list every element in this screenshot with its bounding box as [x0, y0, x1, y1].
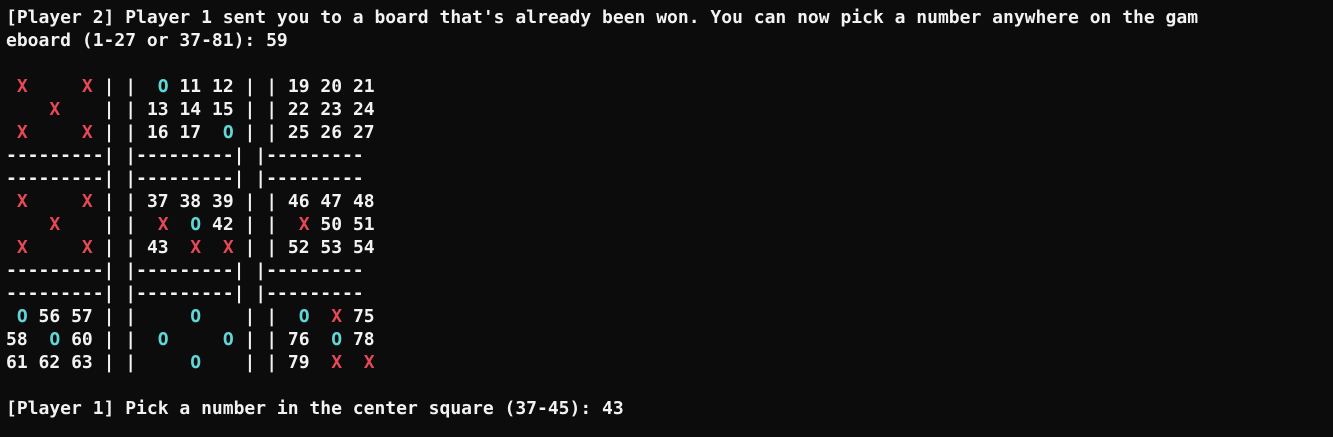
- board-cell: O: [179, 352, 202, 373]
- board-cell: [71, 99, 93, 120]
- board-cell: 27: [352, 122, 375, 143]
- board-cell: X: [38, 99, 61, 120]
- board-cell: [212, 306, 234, 327]
- board-cell: X: [6, 191, 28, 212]
- board-row: X | | X O 42 | | X 50 51: [6, 213, 1333, 236]
- board-row: X X | | 37 38 39 | | 46 47 48: [6, 191, 375, 212]
- game-board: [6, 75, 1333, 374]
- board-cell: 39: [212, 191, 234, 212]
- board-cell: X: [6, 122, 28, 143]
- board-cell: 14: [179, 99, 202, 120]
- board-cell: 60: [71, 329, 93, 350]
- board-cell: 62: [38, 352, 61, 373]
- board-cell: [39, 122, 61, 143]
- board-cell: X: [320, 352, 343, 373]
- board-cell: 19: [287, 76, 310, 97]
- board-cell: X: [71, 191, 93, 212]
- board-cell: O: [146, 76, 169, 97]
- board-cell: X: [6, 237, 28, 258]
- board-cell: 52: [287, 237, 310, 258]
- board-cell: 42: [212, 214, 234, 235]
- board-separator: ---------| |---------| |---------: [6, 145, 364, 166]
- board-cell: X: [146, 214, 169, 235]
- board-cell: 26: [320, 122, 343, 143]
- board-cell: [179, 329, 201, 350]
- board-cell: 24: [352, 99, 375, 120]
- board-cell: O: [179, 214, 202, 235]
- board-cell: 12: [212, 76, 234, 97]
- prompt-line: [Player 1] Pick a number in the center square (37-45): 43: [6, 398, 624, 419]
- board-cell: 46: [287, 191, 310, 212]
- board-cell: 17: [179, 122, 202, 143]
- board-cell: 23: [320, 99, 343, 120]
- board-cell: 25: [287, 122, 310, 143]
- board-cell: 11: [179, 76, 202, 97]
- blank-line: [6, 374, 1333, 397]
- board-cell: 15: [212, 99, 234, 120]
- board-cell: O: [179, 306, 202, 327]
- board-cell: O: [320, 329, 343, 350]
- board-separator: ---------| |---------| |---------: [6, 168, 364, 189]
- board-cell: [212, 352, 234, 373]
- board-cell: O: [38, 329, 61, 350]
- board-cell: 54: [352, 237, 375, 258]
- board-cell: 43: [146, 237, 169, 258]
- board-cell: [6, 214, 28, 235]
- board-cell: 20: [320, 76, 343, 97]
- board-cell: 13: [146, 99, 169, 120]
- board-cell: 53: [320, 237, 343, 258]
- board-cell: O: [212, 329, 234, 350]
- board-cell: X: [352, 352, 375, 373]
- board-cell: 75: [352, 306, 375, 327]
- board-cell: O: [212, 122, 234, 143]
- board-cell: X: [212, 237, 234, 258]
- board-row: X X | | O 11 12 | | 19 20 21: [6, 76, 375, 97]
- board-cell: [6, 99, 28, 120]
- board-cell: X: [38, 214, 61, 235]
- header-line-2: eboard (1-27 or 37-81): 59: [6, 30, 288, 51]
- board-cell: 79: [287, 352, 310, 373]
- header-line-1: [Player 2] Player 1 sent you to a board that's already been won. You can now pick a number anywhere on the gam: [6, 7, 1199, 28]
- board-cell: 61: [6, 352, 28, 373]
- board-cell: 21: [352, 76, 375, 97]
- board-row: 58 O 60 | | O O | | 76 O 78: [6, 329, 375, 350]
- board-cell: 47: [320, 191, 343, 212]
- board-cell: 56: [38, 306, 61, 327]
- board-cell: 57: [71, 306, 93, 327]
- board-row: X | | 13 14 15 | | 22 23 24: [6, 98, 1333, 121]
- board-row: O 56 57 | | O | | O X 75: [6, 306, 375, 327]
- board-row: X X | | 43 X X | | 52 53 54: [6, 237, 375, 258]
- board-cell: 63: [71, 352, 93, 373]
- board-cell: X: [179, 237, 202, 258]
- board-cell: [39, 76, 61, 97]
- board-cell: 76: [287, 329, 310, 350]
- board-cell: O: [287, 306, 310, 327]
- board-cell: X: [71, 237, 93, 258]
- board-cell: O: [6, 306, 28, 327]
- board-cell: 22: [287, 99, 310, 120]
- board-cell: 51: [352, 214, 375, 235]
- board-cell: [71, 214, 93, 235]
- board-cell: 16: [146, 122, 169, 143]
- board-row: X X | | 16 17 O | | 25 26 27: [6, 122, 375, 143]
- board-separator: ---------| |---------| |---------: [6, 283, 364, 304]
- board-cell: X: [320, 306, 343, 327]
- board-cell: [39, 237, 61, 258]
- board-row: 61 62 63 | | O | | 79 X X: [6, 352, 375, 373]
- board-cell: O: [146, 329, 169, 350]
- board-cell: X: [71, 76, 93, 97]
- board-cell: [39, 191, 61, 212]
- board-cell: [147, 352, 169, 373]
- board-cell: 50: [320, 214, 343, 235]
- board-cell: 48: [352, 191, 375, 212]
- board-cell: [147, 306, 169, 327]
- board-cell: X: [6, 76, 28, 97]
- blank-line: [6, 52, 1333, 75]
- board-cell: X: [287, 214, 310, 235]
- board-cell: 37: [146, 191, 169, 212]
- board-cell: 58: [6, 329, 28, 350]
- board-cell: X: [71, 122, 93, 143]
- board-cell: 78: [352, 329, 375, 350]
- board-cell: 38: [179, 191, 202, 212]
- board-separator: ---------| |---------| |---------: [6, 260, 364, 281]
